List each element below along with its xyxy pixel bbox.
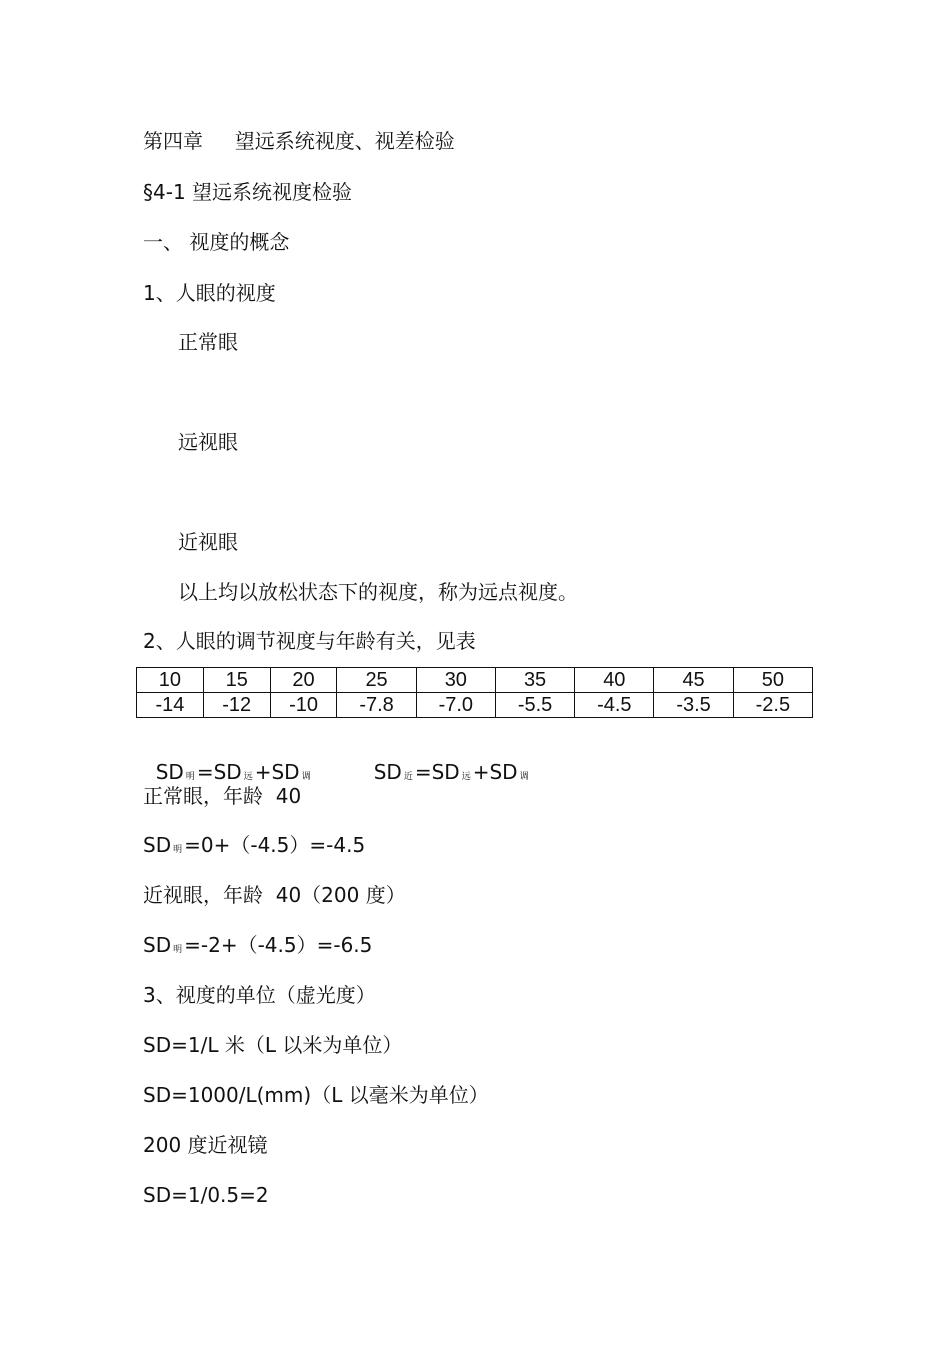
age-diopter-table — [136, 667, 813, 718]
formula-jin — [361, 733, 531, 790]
table-cell: -2.5 — [733, 693, 812, 718]
example-200-myopia: 200 度近视镜 — [143, 1133, 268, 1157]
formula-sd: SD — [155, 760, 184, 784]
table-cell: -7.0 — [416, 693, 495, 718]
table-cell: -14 — [137, 693, 204, 718]
table-cell: 25 — [337, 668, 416, 693]
subscript-tiao: 调 — [519, 772, 529, 782]
calc-text: =-2+（-4.5）=-6.5 — [184, 933, 373, 957]
unit-meter: SD=1/L 米（L 以米为单位） — [143, 1033, 403, 1057]
item-age-adjustment: 2、人眼的调节视度与年龄有关，见表 — [143, 629, 476, 653]
example-myopia-calc — [143, 932, 372, 963]
table-cell: -5.5 — [495, 693, 574, 718]
table-cell: 30 — [416, 668, 495, 693]
myopia-label: 近视眼 — [178, 530, 238, 554]
table-row-diopters — [137, 693, 813, 718]
table-cell: 20 — [270, 668, 337, 693]
table-cell: 15 — [203, 668, 270, 693]
table-cell: -12 — [203, 693, 270, 718]
unit-millimeter: SD=1000/L(mm)（L 以毫米为单位） — [143, 1083, 489, 1107]
formula-plus: +SD — [472, 760, 518, 784]
subscript-ming: 明 — [185, 772, 195, 782]
item-diopter-unit: 3、视度的单位（虚光度） — [143, 983, 376, 1007]
table-cell: 50 — [733, 668, 812, 693]
table-cell: -3.5 — [654, 693, 733, 718]
example-normal-eye: 正常眼，年龄 40 — [143, 784, 302, 808]
formula-sd: SD — [373, 760, 402, 784]
hyperopia-label: 远视眼 — [178, 430, 238, 454]
chapter-title: 第四章 望远系统视度、视差检验 — [143, 129, 455, 153]
example-normal-calc — [143, 832, 365, 863]
example-200-calc: SD=1/0.5=2 — [143, 1183, 269, 1207]
subscript-jin: 近 — [403, 772, 413, 782]
calc-text: =0+（-4.5）=-4.5 — [184, 833, 366, 857]
table-cell: -7.8 — [337, 693, 416, 718]
subscript-yuan: 远 — [461, 772, 471, 782]
formula-sd: SD — [143, 833, 172, 857]
table-cell: 45 — [654, 668, 733, 693]
relaxed-note: 以上均以放松状态下的视度，称为远点视度。 — [178, 580, 578, 604]
table-row-ages — [137, 668, 813, 693]
section-title: §4-1 望远系统视度检验 — [143, 180, 353, 204]
table-cell: 10 — [137, 668, 204, 693]
normal-eye-label: 正常眼 — [178, 330, 238, 354]
table-cell: 35 — [495, 668, 574, 693]
subscript-ming: 明 — [173, 945, 183, 955]
heading-concept: 一、 视度的概念 — [143, 230, 290, 254]
subscript-ming: 明 — [173, 845, 183, 855]
formula-eq: =SD — [196, 760, 242, 784]
subscript-tiao: 调 — [301, 772, 311, 782]
formula-ming — [143, 733, 313, 790]
table-cell: -4.5 — [575, 693, 654, 718]
formula-eq: =SD — [414, 760, 460, 784]
formula-plus: +SD — [254, 760, 300, 784]
table-cell: -10 — [270, 693, 337, 718]
formula-sd: SD — [143, 933, 172, 957]
subscript-yuan: 远 — [243, 772, 253, 782]
table-cell: 40 — [575, 668, 654, 693]
item-eye-diopter: 1、人眼的视度 — [143, 281, 276, 305]
example-myopia-eye: 近视眼，年龄 40（200 度） — [143, 883, 406, 907]
